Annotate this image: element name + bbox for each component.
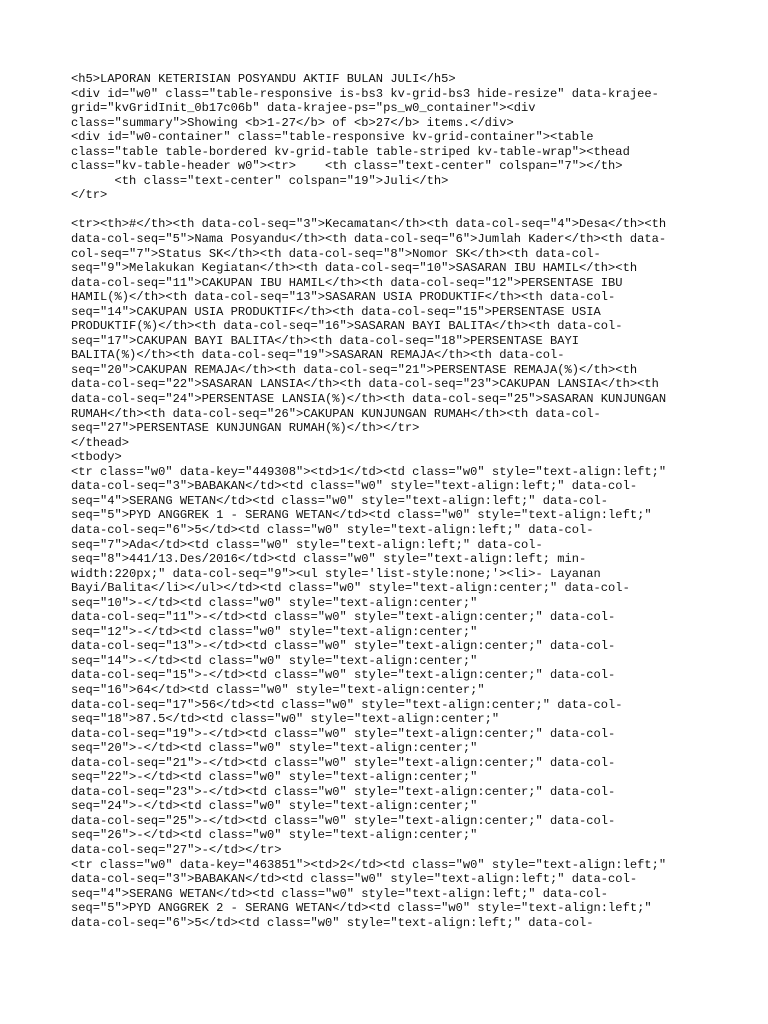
source-code-document bbox=[71, 72, 751, 959]
code-line: data-col-seq="11">CAKUPAN IBU HAMIL</th><th data-col-seq="12">PERSENTASE IBU bbox=[71, 275, 623, 290]
code-line: seq="8">441/13.Des/2016</td><td class="w0" style="text-align:left; min- bbox=[71, 552, 587, 567]
code-line: </tr> bbox=[71, 188, 108, 203]
code-line: seq="9">Melakukan Kegiatan</th><th data-col-seq="10">SASARAN IBU HAMIL</th><th bbox=[71, 261, 638, 276]
code-line: RUMAH</th><th data-col-seq="26">CAKUPAN KUNJUNGAN RUMAH</th><th data-col- bbox=[71, 406, 601, 421]
code-line: data-col-seq="6">5</td><td class="w0" style="text-align:left;" data-col- bbox=[71, 915, 594, 930]
code-line: <tr><th>#</th><th data-col-seq="3">Kecamatan</th><th data-col-seq="4">Desa</th><th bbox=[71, 217, 667, 232]
code-line bbox=[71, 930, 751, 945]
code-line: data-col-seq="6">5</td><td class="w0" style="text-align:left;" data-col- bbox=[71, 522, 594, 537]
code-line: <tr class="w0" data-key="463851"><td>2</td><td class="w0" style="text-align:left;" bbox=[71, 857, 667, 872]
code-line: seq="26">-</td><td class="w0" style="text-align:center;" bbox=[71, 828, 478, 843]
code-line: seq="12">-</td><td class="w0" style="text-align:center;" bbox=[71, 624, 478, 639]
code-line: class="table table-bordered kv-grid-table table-striped kv-table-wrap"><thead bbox=[71, 144, 630, 159]
code-line: seq="5">PYD ANGGREK 2 - SERANG WETAN</td><td class="w0" style="text-align:left;" bbox=[71, 901, 652, 916]
code-line: data-col-seq="3">BABAKAN</td><td class="w0" style="text-align:left;" data-col- bbox=[71, 479, 638, 494]
code-line: <h5>LAPORAN KETERISIAN POSYANDU AKTIF BULAN JULI</h5> bbox=[71, 72, 456, 86]
code-line: data-col-seq="21">-</td><td class="w0" style="text-align:center;" data-col- bbox=[71, 755, 616, 770]
code-line: data-col-seq="19">-</td><td class="w0" style="text-align:center;" data-col- bbox=[71, 726, 616, 741]
code-line: seq="24">-</td><td class="w0" style="text-align:center;" bbox=[71, 799, 478, 814]
code-line: <tr class="w0" data-key="449308"><td>1</td><td class="w0" style="text-align:left;" bbox=[71, 464, 667, 479]
code-line: data-col-seq="22">SASARAN LANSIA</th><th data-col-seq="23">CAKUPAN LANSIA</th><th bbox=[71, 377, 659, 392]
code-line: seq="4">SERANG WETAN</td><td class="w0" style="text-align:left;" data-col- bbox=[71, 886, 609, 901]
code-line: Bayi/Balita</li></ul></td><td class="w0" style="text-align:center;" data-col- bbox=[71, 581, 630, 596]
code-line: data-col-seq="11">-</td><td class="w0" style="text-align:center;" data-col- bbox=[71, 610, 616, 625]
code-line: seq="5">PYD ANGGREK 1 - SERANG WETAN</td><td class="w0" style="text-align:left;" bbox=[71, 508, 652, 523]
code-line: data-col-seq="17">56</td><td class="w0" style="text-align:center;" data-col- bbox=[71, 697, 623, 712]
code-line: seq="18">87.5</td><td class="w0" style="text-align:center;" bbox=[71, 712, 500, 727]
code-line: seq="16">64</td><td class="w0" style="text-align:center;" bbox=[71, 682, 485, 697]
code-line: seq="20">-</td><td class="w0" style="text-align:center;" bbox=[71, 741, 478, 756]
code-line: col-seq="7">Status SK</th><th data-col-seq="8">Nomor SK</th><th data-col- bbox=[71, 246, 601, 261]
code-line: </thead> bbox=[71, 435, 130, 450]
code-line: class="kv-table-header w0"><tr> <th class="text-center" colspan="7"></th> bbox=[71, 159, 623, 174]
code-line: HAMIL(%)</th><th data-col-seq="13">SASARAN USIA PRODUKTIF</th><th data-col- bbox=[71, 290, 616, 305]
code-line: width:220px;" data-col-seq="9"><ul style='list-style:none;'><li>- Layanan bbox=[71, 566, 601, 581]
code-line: data-col-seq="25">-</td><td class="w0" style="text-align:center;" data-col- bbox=[71, 813, 616, 828]
code-line: seq="10">-</td><td class="w0" style="text-align:center;" bbox=[71, 595, 478, 610]
code-line: seq="27">PERSENTASE KUNJUNGAN RUMAH(%)</th></tr> bbox=[71, 421, 420, 436]
code-line: <div id="w0" class="table-responsive is-bs3 kv-grid-bs3 hide-resize" data-krajee- bbox=[71, 86, 659, 101]
code-line: seq="7">Ada</td><td class="w0" style="text-align:left;" data-col- bbox=[71, 537, 543, 552]
code-line: data-col-seq="27">-</td></tr> bbox=[71, 842, 282, 857]
code-line: BALITA(%)</th><th data-col-seq="19">SASARAN REMAJA</th><th data-col- bbox=[71, 348, 565, 363]
code-line: <div id="w0-container" class="table-responsive kv-grid-container"><table bbox=[71, 130, 594, 145]
code-line: data-col-seq="13">-</td><td class="w0" style="text-align:center;" data-col- bbox=[71, 639, 616, 654]
code-line: data-col-seq="5">Nama Posyandu</th><th data-col-seq="6">Jumlah Kader</th><th data- bbox=[71, 232, 667, 247]
code-line: data-col-seq="3">BABAKAN</td><td class="w0" style="text-align:left;" data-col- bbox=[71, 872, 638, 887]
code-line: <tbody> bbox=[71, 450, 122, 465]
blank-line bbox=[71, 203, 751, 218]
code-line: seq="14">-</td><td class="w0" style="text-align:center;" bbox=[71, 653, 478, 668]
code-line: data-col-seq="24">PERSENTASE LANSIA(%)</th><th data-col-seq="25">SASARAN KUNJUNGAN bbox=[71, 392, 667, 407]
code-line bbox=[71, 945, 751, 960]
code-line: seq="14">CAKUPAN USIA PRODUKTIF</th><th data-col-seq="15">PERSENTASE USIA bbox=[71, 304, 601, 319]
code-line: seq="20">CAKUPAN REMAJA</th><th data-col-seq="21">PERSENTASE REMAJA(%)</th><th bbox=[71, 362, 638, 377]
code-line: seq="22">-</td><td class="w0" style="text-align:center;" bbox=[71, 770, 478, 785]
code-line: class="summary">Showing <b>1-27</b> of <b>27</b> items.</div> bbox=[71, 115, 514, 130]
code-line: seq="4">SERANG WETAN</td><td class="w0" style="text-align:left;" data-col- bbox=[71, 493, 609, 508]
code-line: data-col-seq="15">-</td><td class="w0" style="text-align:center;" data-col- bbox=[71, 668, 616, 683]
code-line: data-col-seq="23">-</td><td class="w0" style="text-align:center;" data-col- bbox=[71, 784, 616, 799]
code-line: seq="17">CAKUPAN BAYI BALITA</th><th data-col-seq="18">PERSENTASE BAYI bbox=[71, 333, 580, 348]
code-line: grid="kvGridInit_0b17c06b" data-krajee-ps="ps_w0_container"><div bbox=[71, 101, 536, 116]
code-line: PRODUKTIF(%)</th><th data-col-seq="16">SASARAN BAYI BALITA</th><th data-col- bbox=[71, 319, 623, 334]
code-line: <th class="text-center" colspan="19">Juli</th> bbox=[71, 173, 449, 188]
